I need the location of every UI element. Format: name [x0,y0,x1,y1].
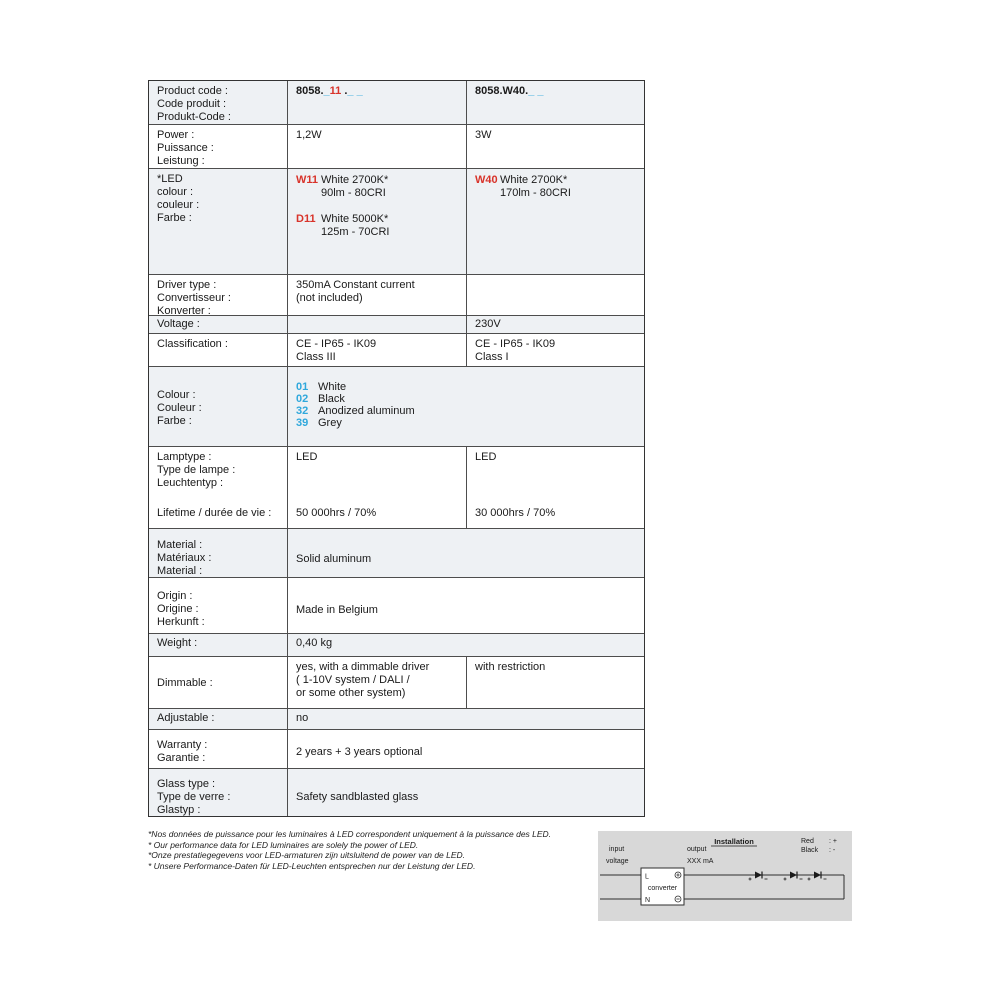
row-label: Product code : Code produit : Produkt-Code : [149,81,288,124]
legend-black-label: Black [801,847,819,854]
row-glass-type [149,768,644,816]
row-material [149,528,644,577]
terminal-n-label: N [645,897,651,904]
dimmable-value-2: with restriction [466,657,644,708]
row-colour [149,366,644,446]
voltage-value-2: 230V [466,316,644,333]
svg-text:voltage: voltage [606,858,629,865]
footnotes [148,829,551,871]
footnote: * Unsere Performance-Daten für LED-Leuchten entsprechen nur der Leistung der LED. [148,860,476,871]
terminal-l-label: L [645,873,649,881]
row-warranty [149,729,644,768]
colour-option: 02 Black [296,393,345,405]
row-label: Voltage : [149,316,288,333]
colour-option: 32 Anodized aluminum [296,405,415,417]
glass-type-value: Safety sandblasted glass [296,791,419,803]
row-label: Power : Puissance : Leistung : [149,125,288,168]
voltage-value-1 [288,316,466,333]
led-symbols [749,872,827,881]
circuit-wires [600,875,844,899]
footnote: * Our performance data for LED luminaires are solely the power of LED. [148,839,419,850]
row-dimmable [149,656,644,708]
row-label: Dimmable : [149,657,288,708]
colour-option: 01 White [296,381,347,393]
lifetime-value: 30 000hrs / 70% [475,507,556,519]
row-label: Weight : [149,634,288,656]
row-label: Classification : [149,334,288,366]
lamptype-value-1: LED 50 000hrs / 70% [288,447,466,528]
weight-value: 0,40 kg [296,637,333,649]
lifetime-value: 50 000hrs / 70% [296,507,377,519]
legend-red-label: Red [801,838,814,845]
row-product-code [149,81,644,124]
led-symbol [749,872,768,881]
led-symbol [784,872,803,881]
led-option: W40 White 2700K* 170lm - 80CRI [475,174,571,199]
lifetime-label: Lifetime / durée de vie : [157,507,272,519]
spec-table [148,80,645,817]
adjustable-value: no [296,712,309,724]
row-power [149,124,644,168]
led-colour-value-1 [288,169,466,274]
row-label: Origin : Origine : Herkunft : [149,578,288,633]
row-label: Glass type : Type de verre : Glastyp : [149,769,288,816]
power-value-2: 3W [466,125,644,168]
row-classification [149,333,644,366]
row-driver-type [149,274,644,315]
driver-value-1: 350mA Constant current (not included) [296,279,415,304]
output-current-label: output [687,846,707,853]
row-lamptype [149,446,644,528]
origin-value: Made in Belgium [296,604,378,616]
input-voltage-label: input [609,846,625,853]
power-value-1: 1,2W [296,129,322,141]
dimmable-value-1: yes, with a dimmable driver ( 1-10V system / DALI / or some other system) [296,661,430,699]
installation-diagram [598,831,852,921]
led-symbol [808,872,827,881]
colour-options [288,367,644,446]
warranty-value: 2 years + 3 years optional [296,746,423,758]
row-label: Adjustable : [149,709,288,729]
led-colour-value-2 [466,169,644,274]
converter-label: converter [647,885,678,892]
lamptype-value-2: LED 30 000hrs / 70% [466,447,644,528]
legend-red-value: : + [829,838,837,845]
material-value: Solid aluminum [296,553,372,565]
row-label: Driver type : Convertisseur : Konverter : [149,275,288,315]
svg-text:XXX mA: XXX mA [687,858,714,865]
row-adjustable [149,708,644,729]
row-origin [149,577,644,633]
driver-value-2 [466,275,644,315]
row-weight [149,633,644,656]
row-label: Colour : Couleur : Farbe : [149,367,288,446]
colour-option: 39 Grey [296,417,342,429]
classification-value-1: CE - IP65 - IK09 Class III [296,338,377,363]
row-voltage [149,315,644,333]
footnote: *Nos données de puissance pour les luminaires à LED correspondent uniquement à la puissance des LED. [148,829,552,839]
legend-black-value: : - [829,847,836,854]
row-led-colour [149,168,644,274]
classification-value-2: CE - IP65 - IK09 Class I [466,334,644,366]
footnote: *Onze prestatiegegevens voor LED-armaturen zijn uitsluitend de power van de LED. [148,850,466,860]
row-label: Material : Matériaux : Material : [149,529,288,577]
row-label: Warranty : Garantie : [149,730,288,768]
row-label: Lamptype : Type de lampe : Leuchtentyp : Lifetime / durée de vie : [149,447,288,528]
led-option: W11 White 2700K* 90lm - 80CRI [296,174,389,199]
row-label: *LED colour : couleur : Farbe : [149,169,288,274]
diagram-title: Installation [714,837,754,846]
product-code-value-1: 8058._11 ._ _ [296,85,363,97]
led-option: D11 White 5000K* 125m - 70CRI [296,213,390,238]
product-code-value-2: 8058.W40._ _ [466,81,644,124]
